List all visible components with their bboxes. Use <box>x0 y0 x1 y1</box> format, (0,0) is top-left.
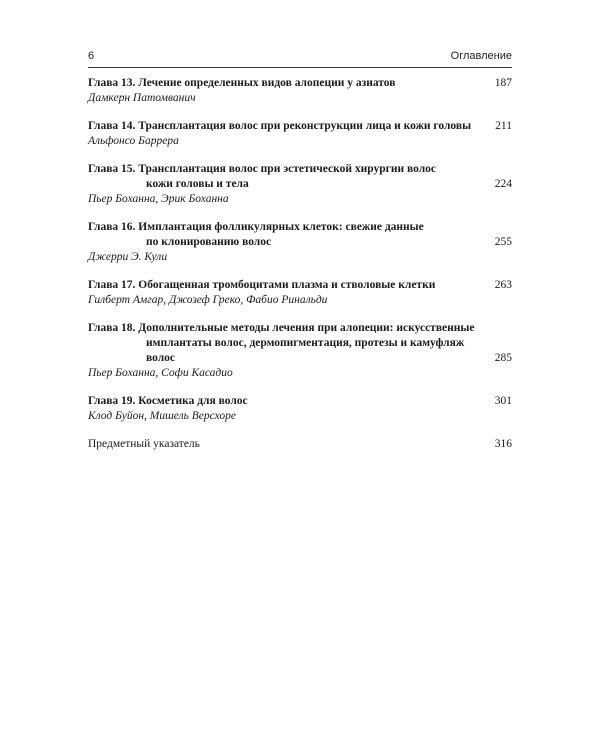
toc-entry-chapter-14[interactable] <box>88 119 512 149</box>
chapter-authors: Дамкерн Патомванич <box>88 92 196 104</box>
chapter-page-number: 263 <box>494 279 512 291</box>
toc-entry-chapter-18[interactable] <box>88 321 512 381</box>
chapter-page-number: 211 <box>495 120 512 132</box>
toc-entry-subject-index[interactable] <box>88 437 512 452</box>
chapter-title-continuation: кожи головы и тела <box>146 178 249 190</box>
toc-entry-chapter-13[interactable] <box>88 76 512 106</box>
section-title: Оглавление <box>450 50 512 62</box>
toc-entry-text <box>88 220 495 265</box>
subject-index-label: Предметный указатель <box>88 438 200 450</box>
page-number: 6 <box>88 50 95 62</box>
chapter-authors: Джерри Э. Кули <box>88 251 168 263</box>
chapter-title-continuation: по клонированию волос <box>146 236 272 248</box>
toc-entry-text <box>88 119 495 149</box>
chapter-title: Глава 18. Дополнительные методы лечения при алопеции: искусственные <box>88 322 475 334</box>
chapter-page-number: 255 <box>494 236 512 248</box>
page-header <box>88 50 512 62</box>
table-of-contents <box>88 76 512 452</box>
chapter-authors: Клод Буйон, Мишель Версхоре <box>88 410 236 422</box>
chapter-authors: Пьер Боханна, Эрик Боханна <box>88 193 229 205</box>
chapter-authors: Гилберт Амгар, Джозеф Греко, Фабио Ринальди <box>88 294 328 306</box>
toc-entry-chapter-19[interactable] <box>88 394 512 424</box>
chapter-title: Глава 15. Трансплантация волос при эстетической хирургии волос <box>88 163 437 175</box>
chapter-title-continuation: имплантаты волос, дермопигментация, протезы и камуфляж волос <box>146 337 465 364</box>
chapter-title: Глава 16. Имплантация фолликулярных клеток: свежие данные <box>88 221 424 233</box>
toc-entry-chapter-17[interactable] <box>88 278 512 308</box>
toc-entry-text <box>88 321 495 381</box>
subject-index-page-number: 316 <box>494 438 512 450</box>
chapter-page-number: 224 <box>494 178 512 190</box>
toc-entry-text <box>88 278 495 308</box>
chapter-page-number: 285 <box>494 352 512 364</box>
chapter-page-number: 187 <box>494 77 512 89</box>
chapter-title: Глава 14. Трансплантация волос при реконструкции лица и кожи головы <box>88 120 472 132</box>
toc-entry-text <box>88 394 495 424</box>
toc-entry-text <box>88 76 495 106</box>
header-rule <box>88 67 512 68</box>
chapter-title: Глава 17. Обогащенная тромбоцитами плазма и стволовые клетки <box>88 279 436 291</box>
toc-entry-chapter-15[interactable] <box>88 162 512 207</box>
chapter-authors: Пьер Боханна, Софи Касадио <box>88 367 233 379</box>
chapter-page-number: 301 <box>494 395 512 407</box>
chapter-title: Глава 13. Лечение определенных видов алопеции у азиатов <box>88 77 396 89</box>
chapter-authors: Альфонсо Баррера <box>88 135 179 147</box>
chapter-title: Глава 19. Косметика для волос <box>88 395 248 407</box>
toc-entry-chapter-16[interactable] <box>88 220 512 265</box>
toc-entry-text <box>88 162 495 207</box>
